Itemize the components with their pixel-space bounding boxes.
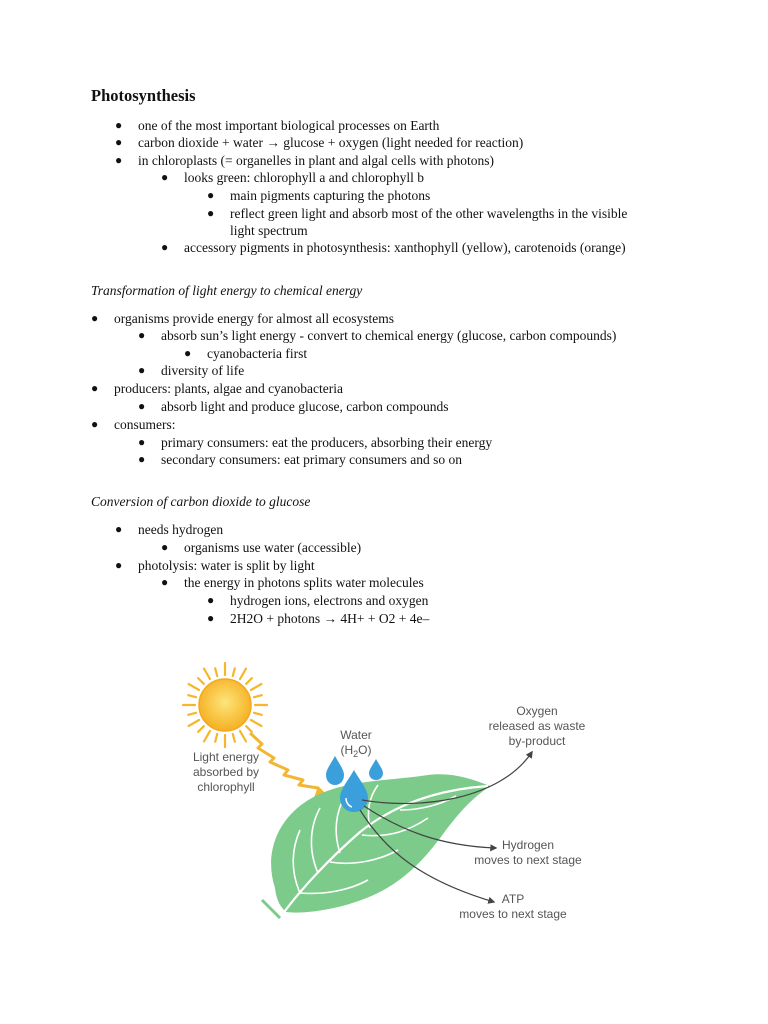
sun-ray xyxy=(240,731,246,741)
list-item: ● one of the most important biological processes on Earth xyxy=(115,118,440,133)
bullet-icon: ● xyxy=(115,135,123,149)
bullet-icon: ● xyxy=(138,399,146,413)
bullet-icon: ● xyxy=(161,240,169,254)
sun-ray xyxy=(233,668,235,676)
bullet-icon: ● xyxy=(161,540,169,554)
sun-ray xyxy=(204,731,210,741)
list-item: ● carbon dioxide + water → glucose + oxygen (light needed for reaction) xyxy=(115,135,524,150)
section-heading: Conversion of carbon dioxide to glucose xyxy=(91,494,311,509)
sun-ray xyxy=(251,684,261,690)
bullet-icon: ● xyxy=(91,381,99,395)
bullet-icon: ● xyxy=(207,206,215,220)
atp-label-line-2: moves to next stage xyxy=(459,907,567,921)
list-item: ● absorb sun’s light energy - convert to chemical energy (glucose, carbon compounds) xyxy=(138,328,617,343)
sun-ray xyxy=(240,669,246,679)
bullet-icon: ● xyxy=(207,188,215,202)
list-item: ● organisms provide energy for almost all ecosystems xyxy=(91,311,394,326)
list-item: ● photolysis: water is split by light xyxy=(115,558,315,573)
sun-ray xyxy=(254,695,262,697)
bullet-icon: ● xyxy=(138,452,146,466)
list-item: ● in chloroplasts (= organelles in plant and algal cells with photons) xyxy=(115,153,495,168)
hydrogen-label-line-2: moves to next stage xyxy=(474,853,582,867)
list-item: ● cyanobacteria first xyxy=(184,346,308,361)
water-drop-icon xyxy=(326,756,344,785)
bullet-icon: ● xyxy=(115,558,123,572)
sun-ray xyxy=(188,695,196,697)
bullet-icon: ● xyxy=(184,346,192,360)
atp-label-line-1: ATP xyxy=(501,892,525,906)
oxygen-label-line-3: by-product xyxy=(508,734,566,748)
list-item: ● consumers: xyxy=(91,417,176,432)
bullet-icon: ● xyxy=(161,575,169,589)
water-drop-icon xyxy=(369,759,383,780)
oxygen-label-line-1: Oxygen xyxy=(516,704,558,718)
water-formula: $(H_2O)$ xyxy=(340,743,372,759)
list-item: ● hydrogen ions, electrons and oxygen xyxy=(207,593,429,608)
sun-ray xyxy=(246,726,252,732)
list-item: ● secondary consumers: eat primary consumers and so on xyxy=(138,452,463,467)
sun-ray xyxy=(233,734,235,742)
list-item: ● producers: plants, algae and cyanobacteria xyxy=(91,381,344,396)
list-item: ● main pigments capturing the photons xyxy=(207,188,431,203)
page-title: Photosynthesis xyxy=(91,86,196,105)
water-drop-large-icon xyxy=(340,770,368,812)
bullet-icon: ● xyxy=(161,170,169,184)
light-label-line-2: absorbed by xyxy=(192,765,260,779)
light-energy-bolt-icon xyxy=(250,733,324,794)
light-label-line-1: Light energy xyxy=(192,750,260,764)
list-item: ● absorb light and produce glucose, carbon compounds xyxy=(138,399,449,414)
bullet-icon: ● xyxy=(91,417,99,431)
water-label: Water xyxy=(340,728,372,742)
list-item: ● organisms use water (accessible) xyxy=(161,540,362,555)
photosynthesis-diagram xyxy=(0,640,768,940)
sun-ray xyxy=(189,720,199,726)
oxygen-label-line-2: released as waste xyxy=(488,719,586,733)
list-item: ● diversity of life xyxy=(138,363,245,378)
bullet-icon: ● xyxy=(138,363,146,377)
bullet-icon: ● xyxy=(207,611,215,625)
sun-ray xyxy=(198,678,204,684)
list-item: ● needs hydrogen xyxy=(115,522,224,537)
bullet-icon: ● xyxy=(115,153,123,167)
hydrogen-label-line-1: Hydrogen xyxy=(501,838,555,852)
list-item: ● primary consumers: eat the producers, absorbing their energy xyxy=(138,435,493,450)
sun-ray xyxy=(188,713,196,715)
sun-ray xyxy=(254,713,262,715)
list-item: ● accessory pigments in photosynthesis: xanthophyll (yellow), carotenoids (orange) xyxy=(161,240,626,255)
list-item: ● the energy in photons splits water molecules xyxy=(161,575,424,590)
bullet-icon: ● xyxy=(138,328,146,342)
leaf-icon xyxy=(262,774,490,918)
light-label-line-3: chlorophyll xyxy=(197,780,255,794)
list-item: ● reflect green light and absorb most of the other wavelengths in the visible xyxy=(207,206,628,221)
bullet-icon: ● xyxy=(207,593,215,607)
sun-ray xyxy=(215,734,217,742)
sun-ray xyxy=(215,668,217,676)
bullet-icon: ● xyxy=(138,435,146,449)
sun-ray xyxy=(204,669,210,679)
section-heading: Transformation of light energy to chemical energy xyxy=(91,283,363,298)
sun-ray xyxy=(246,678,252,684)
bullet-icon: ● xyxy=(91,311,99,325)
list-item: ● looks green: chlorophyll a and chlorophyll b xyxy=(161,170,424,185)
sun-icon xyxy=(183,663,267,747)
bullet-icon: ● xyxy=(115,522,123,536)
list-item: ● 2H2O + photons → 4H+ + O2 + 4e– xyxy=(207,611,430,626)
sun-ray xyxy=(251,720,261,726)
bullet-icon: ● xyxy=(115,118,123,132)
sun-ray xyxy=(198,726,204,732)
list-item-continuation: light spectrum xyxy=(230,223,308,238)
sun-ray xyxy=(189,684,199,690)
